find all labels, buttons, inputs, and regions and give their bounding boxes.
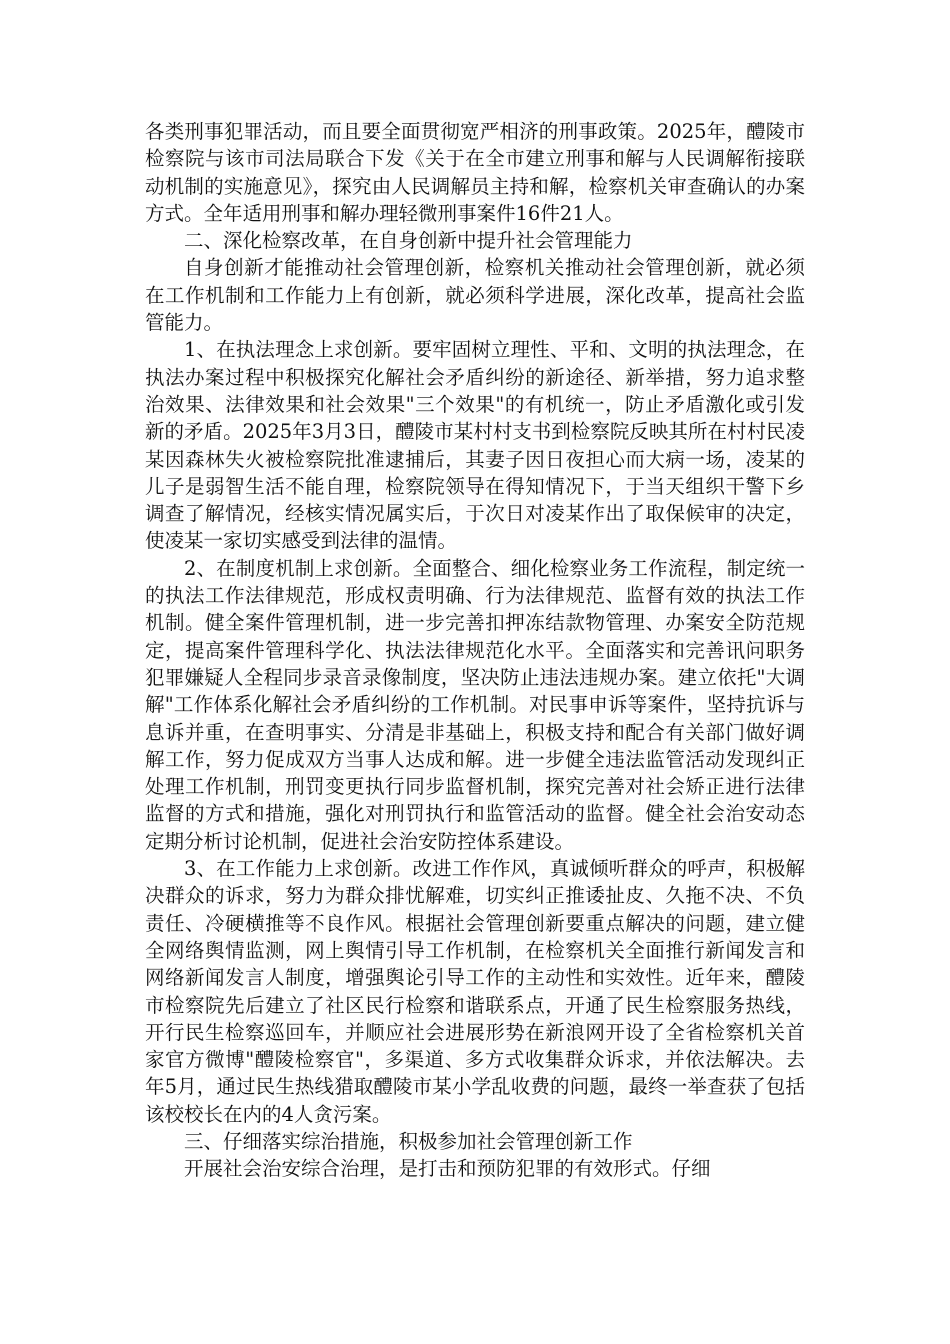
section-heading-2: 二、深化检察改革，在自身创新中提升社会管理能力 [184,229,633,253]
paragraph-item-1: 1、在执法理念上求创新。要牢固树立理性、平和、文明的执法理念，在执法办案过程中积极探究化解社会矛盾纠纷的新途径、新举措，努力追求整治效果、法律效果和社会效果"三个效果"的有机统一，防止矛盾激化或引发新的矛盾。2025年3月3日，醴陵市某村村支书到检察院反映其所在村村民凌某因森林失火被检察院批准逮捕后，其妻子因日夜担心而大病一场，凌某的儿子是弱智生活不能自理，检察院领导在得知情况下，于当天组织干警下乡调查了解情况，经核实情况属实后，于次日对凌某作出了取保候审的决定，使凌某一家切实感受到法律的温情。 [145,338,805,553]
paragraph-continuation: 各类刑事犯罪活动，而且要全面贯彻宽严相济的刑事政策。2025年，醴陵市检察院与该市司法局联合下发《关于在全市建立刑事和解与人民调解衔接联动机制的实施意见》，探究由人民调解员主持和解，检察机关审查确认的办案方式。全年适用刑事和解办理轻微刑事案件16件21人。 [145,120,805,225]
document-body [145,118,805,1183]
section-heading-3: 三、仔细落实综治措施，积极参加社会管理创新工作 [184,1129,633,1153]
paragraph-item-3: 3、在工作能力上求创新。改进工作作风，真诚倾听群众的呼声，积极解决群众的诉求，努力为群众排忧解难，切实纠正推诿扯皮、久拖不决、不负责任、冷硬横推等不良作风。根据社会管理创新要重点解决的问题，建立健全网络舆情监测，网上舆情引导工作机制，在检察机关全面推行新闻发言和网络新闻发言人制度，增强舆论引导工作的主动性和实效性。近年来，醴陵市检察院先后建立了社区民行检察和谐联系点，开通了民生检察服务热线，开行民生检察巡回车，并顺应社会进展形势在新浪网开设了全省检察机关首家官方微博"醴陵检察官"，多渠道、多方式收集群众诉求，并依法解决。去年5月，通过民生热线猎取醴陵市某小学乱收费的问题，最终一举查获了包括该校校长在内的4人贪污案。 [145,857,805,1126]
paragraph-item-2: 2、在制度机制上求创新。全面整合、细化检察业务工作流程，制定统一的执法工作法律规范，形成权责明确、行为法律规范、监督有效的执法工作机制。健全案件管理机制，进一步完善扣押冻结款物管理、办案安全防范规定，提高案件管理科学化、执法法律规范化水平。全面落实和完善讯问职务犯罪嫌疑人全程同步录音录像制度，坚决防止违法违规办案。建立依托"大调解"工作体系化解社会矛盾纠纷的工作机制。对民事申诉等案件，坚持抗诉与息诉并重，在查明事实、分清是非基础上，积极支持和配合有关部门做好调解工作，努力促成双方当事人达成和解。进一步健全违法监管活动发现纠正处理工作机制，刑罚变更执行同步监督机制，探究完善对社会矫正进行法律监督的方式和措施，强化对刑罚执行和监管活动的监督。健全社会治安动态定期分析讨论机制，促进社会治安防控体系建设。 [145,556,805,853]
paragraph-trailing: 开展社会治安综合治理，是打击和预防犯罪的有效形式。仔细 [184,1157,711,1181]
paragraph-intro: 自身创新才能推动社会管理创新，检察机关推动社会管理创新，就必须在工作机制和工作能力上有创新，就必须科学进展，深化改革，提高社会监管能力。 [145,256,805,335]
